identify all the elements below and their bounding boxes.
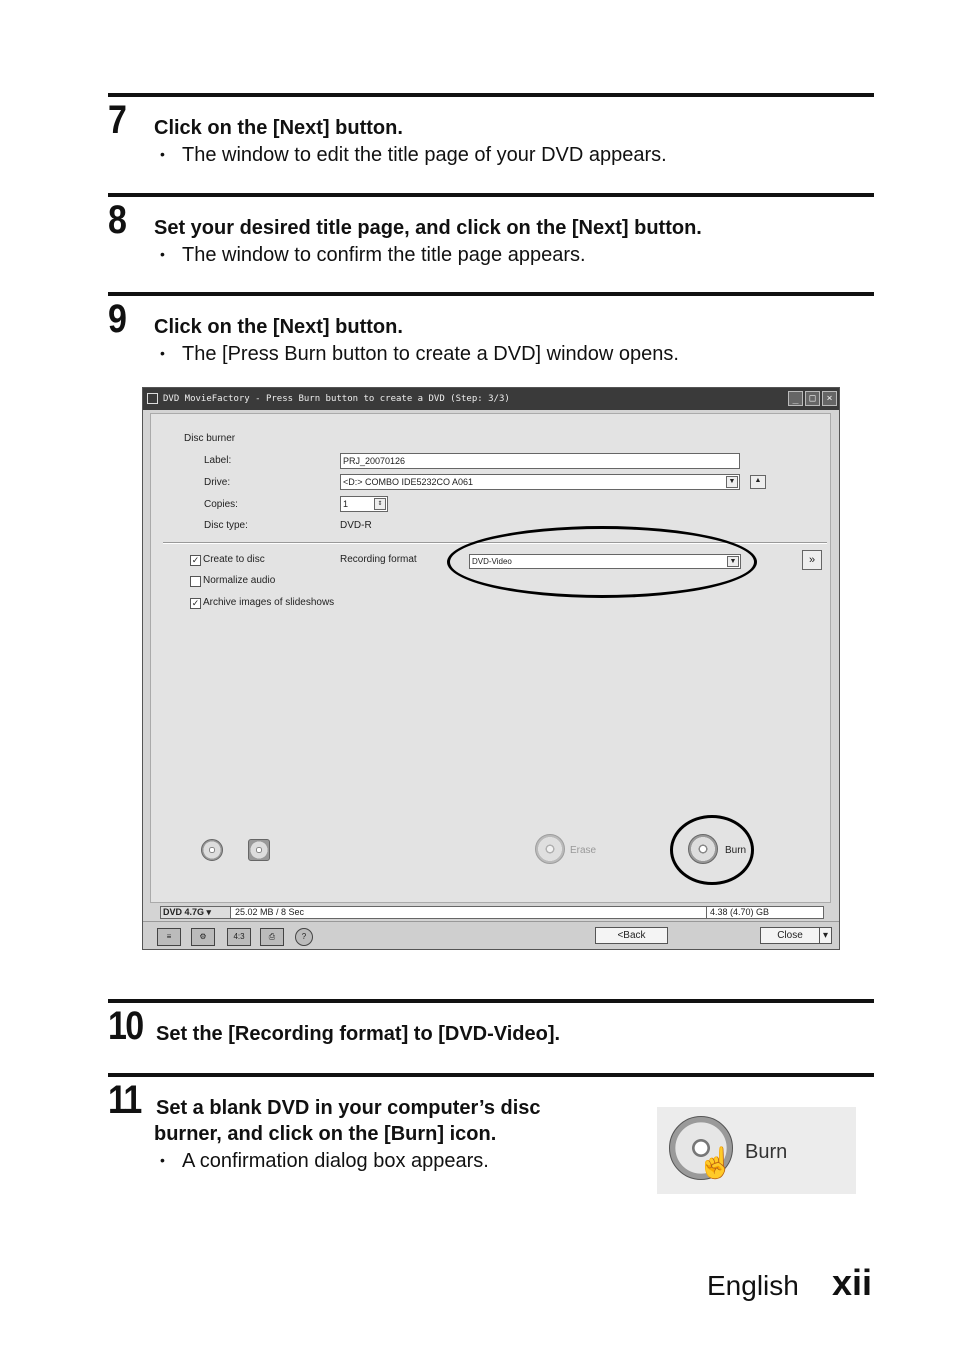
step-bullet: • The [Press Burn button to create a DVD] window opens.: [160, 340, 679, 367]
disc-info-icon[interactable]: [201, 839, 223, 861]
archive-images-label: Archive images of slideshows: [203, 597, 335, 608]
label-input[interactable]: PRJ_20070126: [340, 453, 740, 469]
close-button-label: Close: [777, 930, 803, 941]
expand-icon[interactable]: »: [802, 550, 822, 570]
window-titlebar: [143, 388, 839, 410]
chevron-down-icon[interactable]: ▾: [819, 928, 831, 943]
highlight-oval: [447, 526, 757, 598]
maximize-icon[interactable]: □: [805, 391, 820, 406]
spin-icon[interactable]: ⇕: [374, 498, 386, 510]
step-number: 8: [108, 198, 126, 242]
window-toolbar: [143, 921, 839, 949]
footer-language: English: [707, 1270, 799, 1301]
create-to-disc-checkbox[interactable]: ✓: [191, 555, 200, 565]
drive-label: Drive:: [204, 477, 231, 488]
hand-pointer-icon: ☝: [697, 1147, 735, 1180]
capacity-value: 4.38 (4.70) GB: [706, 907, 769, 918]
step-title: Set your desired title page, and click on the [Next] button.: [154, 217, 702, 239]
chevron-down-icon[interactable]: ▼: [727, 556, 739, 567]
erase-icon[interactable]: [535, 834, 565, 864]
window-title: DVD MovieFactory - Press Burn button to create a DVD (Step: 3/3): [163, 394, 510, 404]
normalize-audio-label: Normalize audio: [203, 575, 276, 586]
normalize-audio-checkbox[interactable]: [190, 576, 201, 587]
step-number: 9: [108, 297, 126, 341]
step-title: Click on the [Next] button.: [154, 117, 403, 139]
step-9: [108, 292, 874, 372]
drive-value: <D:> COMBO IDE5232CO A061: [343, 477, 474, 487]
create-to-disc-label: Create to disc: [203, 554, 265, 565]
step-bullet: • The window to edit the title page of your DVD appears.: [160, 141, 667, 168]
disc-type-value: DVD-R: [340, 520, 372, 531]
disc-burner-heading: Disc burner: [184, 433, 236, 444]
step-bullet: • The window to confirm the title page appears.: [160, 241, 586, 268]
disc-type-label: Disc type:: [204, 520, 248, 531]
step-title-line-1: Set a blank DVD in your computer’s disc: [156, 1097, 541, 1119]
app-icon: [147, 393, 158, 404]
printer-icon[interactable]: ⎙: [260, 928, 284, 946]
disc-size-value: DVD 4.7G: [163, 907, 205, 917]
highlight-circle: [670, 815, 754, 885]
step-8: [108, 193, 874, 283]
burn-label: Burn: [725, 845, 747, 856]
step-number: 10: [108, 1004, 143, 1048]
copies-label: Copies:: [204, 499, 238, 510]
disc-delete-icon[interactable]: [248, 839, 270, 861]
help-icon[interactable]: ?: [295, 928, 313, 946]
back-button[interactable]: <Back: [595, 927, 668, 944]
project-size: 25.02 MB / 8 Sec: [235, 907, 305, 917]
close-icon[interactable]: ×: [822, 391, 837, 406]
disc-size-select[interactable]: DVD 4.7G ▾: [161, 907, 231, 918]
dvd-moviefactory-window: [142, 387, 840, 950]
step-title-line-2: burner, and click on the [Burn] icon.: [154, 1123, 497, 1145]
step-title: Click on the [Next] button.: [154, 316, 403, 338]
step-title: Set the [Recording format] to [DVD-Video].: [156, 1023, 561, 1045]
step-7: [108, 93, 874, 183]
step-number: 7: [108, 98, 126, 142]
label-label: Label:: [204, 455, 232, 466]
page-number: xii: [832, 1262, 873, 1303]
burn-settings-panel: [150, 413, 831, 903]
recording-format-value: DVD-Video: [472, 557, 512, 566]
burn-closeup-label: Burn: [745, 1141, 788, 1163]
aspect-ratio-icon[interactable]: 4:3: [227, 928, 251, 946]
copies-value: 1: [343, 499, 349, 509]
burn-icon-closeup: [657, 1107, 856, 1194]
step-10: [108, 999, 874, 1059]
copies-stepper[interactable]: [340, 496, 388, 512]
archive-images-checkbox[interactable]: ✓: [191, 598, 200, 608]
recording-format-label: Recording format: [340, 554, 417, 565]
minimize-icon[interactable]: _: [788, 391, 803, 406]
eject-icon[interactable]: ▲: [750, 475, 766, 489]
capacity-bar: [160, 906, 824, 919]
drive-select[interactable]: [340, 474, 740, 490]
step-bullet: • A confirmation dialog box appears.: [160, 1147, 489, 1174]
chevron-down-icon[interactable]: ▼: [726, 476, 738, 488]
list-icon[interactable]: ≡: [157, 928, 181, 946]
settings-icon[interactable]: ⚙: [191, 928, 215, 946]
step-number: 11: [108, 1078, 141, 1122]
erase-label: Erase: [570, 845, 597, 856]
close-button[interactable]: [760, 927, 832, 944]
